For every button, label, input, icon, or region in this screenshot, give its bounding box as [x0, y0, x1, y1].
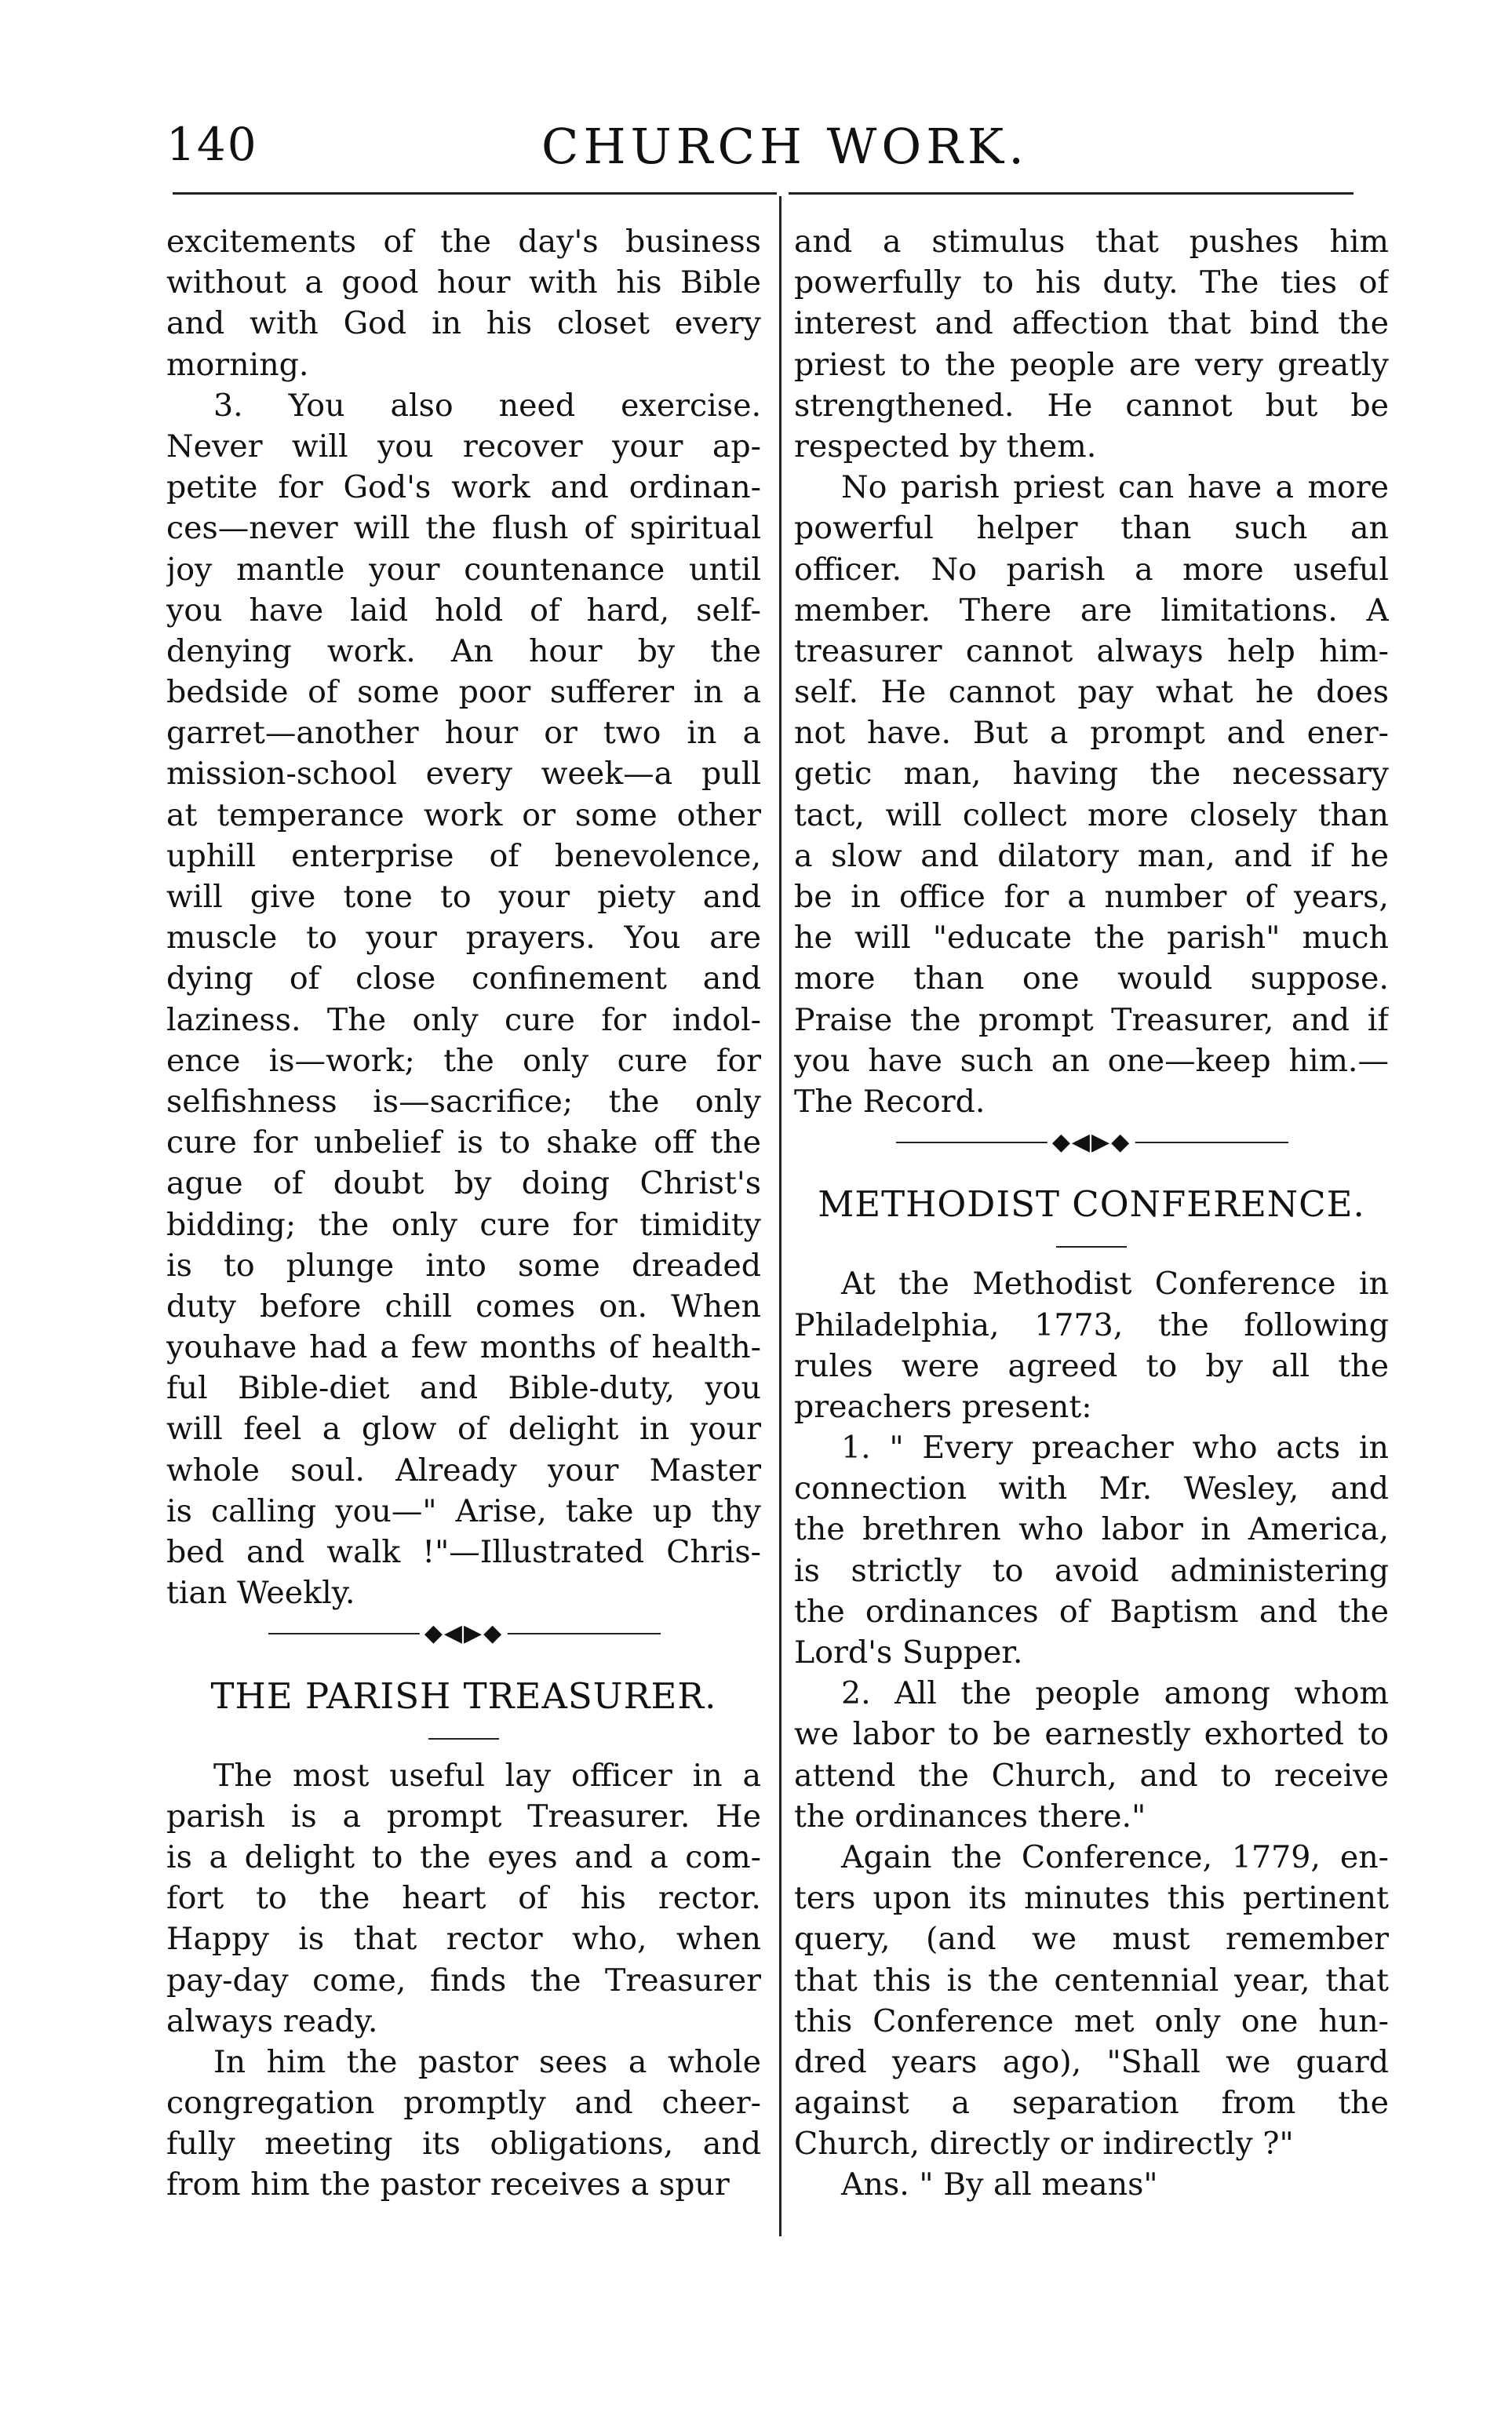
text-line: and a stimulus that pushes him — [794, 224, 1389, 260]
text-line: duty before chill comes on. When — [166, 1288, 761, 1325]
text-line: will give tone to your piety and — [166, 879, 761, 915]
text-line: this Conference met only one hun- — [794, 2002, 1389, 2039]
article-parish-treasurer-continued — [794, 221, 1389, 1122]
text-line: dred years ago), "Shall we guard — [794, 2043, 1389, 2080]
text-line: priest to the people are very greatly — [794, 346, 1389, 383]
text-line: ces—never will the flush of spiritual — [166, 510, 761, 547]
text-line: not have. But a prompt and ener- — [794, 715, 1389, 752]
text-line: you have such an one—keep him.— — [794, 1042, 1389, 1079]
ornament-glyph: ◆◀▶◆ — [420, 1613, 508, 1654]
text-line: Philadelphia, 1773, the following — [794, 1306, 1389, 1343]
text-line: congregation promptly and cheer- — [166, 2085, 761, 2122]
section-ornament — [794, 1122, 1389, 1163]
text-line: always ready. — [166, 2002, 378, 2039]
text-line: Lord's Supper. — [794, 1634, 1023, 1671]
text-line: No parish priest can have a more — [841, 469, 1389, 506]
running-title: CHURCH WORK. — [541, 118, 1029, 175]
text-line: The most useful lay officer in a — [213, 1757, 761, 1794]
text-line: mission-school every week—a pull — [166, 756, 761, 793]
text-line: you have laid hold of hard, self- — [166, 592, 761, 629]
text-line: self. He cannot pay what he does — [794, 674, 1389, 711]
text-line: pay-day come, finds the Treasurer — [166, 1962, 761, 1999]
text-line: treasurer cannot always help him- — [794, 632, 1389, 669]
text-line: interest and affection that bind the — [794, 305, 1389, 342]
text-line: getic man, having the necessary — [794, 756, 1389, 793]
text-line: preachers present: — [794, 1388, 1092, 1425]
text-line: ague of doubt by doing Christ's — [166, 1165, 761, 1202]
text-line: strengthened. He cannot but be — [794, 387, 1389, 424]
text-line: and with God in his closet every — [166, 305, 761, 342]
text-line: will feel a glow of delight in your — [166, 1411, 761, 1448]
ornament-glyph: ◆◀▶◆ — [1047, 1122, 1135, 1163]
text-line: petite for God's work and ordinan- — [166, 469, 761, 506]
heading-methodist-conference: METHODIST CONFERENCE. — [818, 1183, 1365, 1226]
text-line: connection with Mr. Wesley, and — [794, 1470, 1389, 1507]
text-line: ful Bible-diet and Bible-duty, you — [166, 1370, 761, 1407]
column-divider — [779, 196, 782, 2236]
text-line: member. There are limitations. A — [794, 592, 1389, 629]
text-line: we labor to be earnestly exhorted to — [794, 1716, 1389, 1753]
text-line: 2. All the people among whom — [841, 1675, 1389, 1712]
article-parish-treasurer — [166, 1755, 761, 2206]
text-line: he will "educate the parish" much — [794, 920, 1389, 957]
text-line: tact, will collect more closely than — [794, 796, 1389, 833]
text-line: garret—another hour or two in a — [166, 715, 761, 752]
text-line: parish is a prompt Treasurer. He — [166, 1798, 761, 1835]
text-line: without a good hour with his Bible — [166, 264, 761, 301]
text-line: selfishness is—sacrifice; the only — [166, 1083, 761, 1120]
text-line: fully meeting its obligations, and — [166, 2126, 761, 2163]
text-line: At the Methodist Conference in — [841, 1266, 1389, 1303]
text-line: against a separation from the — [794, 2085, 1389, 2122]
text-line: Never will you recover your ap- — [166, 428, 761, 465]
text-line: is calling you—" Arise, take up thy — [166, 1492, 761, 1529]
text-line: denying work. An hour by the — [166, 632, 761, 669]
heading-underline — [794, 1232, 1389, 1263]
text-line: the ordinances there." — [794, 1798, 1146, 1835]
text-line: In him the pastor sees a whole — [213, 2043, 761, 2080]
text-line: whole soul. Already your Master — [166, 1452, 761, 1489]
text-line: rules were agreed to by all the — [794, 1347, 1389, 1384]
section-ornament — [166, 1613, 761, 1654]
text-line: excitements of the day's business — [166, 224, 761, 260]
text-line: morning. — [166, 346, 309, 383]
text-line: attend the Church, and to receive — [794, 1757, 1389, 1794]
text-line: tian Weekly. — [166, 1575, 355, 1612]
text-line: more than one would suppose. — [794, 960, 1389, 997]
text-line: laziness. The only cure for indol- — [166, 1001, 761, 1038]
text-line: be in office for a number of years, — [794, 879, 1389, 915]
text-line: the ordinances of Baptism and the — [794, 1593, 1389, 1630]
header-rule-left — [173, 192, 777, 195]
text-line: The Record. — [794, 1083, 986, 1120]
page-header — [0, 118, 1512, 188]
text-line: youhave had a few months of health- — [166, 1329, 761, 1366]
text-line: is to plunge into some dreaded — [166, 1247, 761, 1284]
text-line: respected by them. — [794, 428, 1097, 465]
text-line: at temperance work or some other — [166, 796, 761, 833]
left-column — [166, 221, 761, 2206]
text-line: bedside of some poor sufferer in a — [166, 674, 761, 711]
text-line: joy mantle your countenance until — [166, 551, 761, 588]
text-line: from him the pastor receives a spur — [166, 2166, 730, 2203]
text-line: Ans. " By all means" — [841, 2166, 1158, 2203]
text-line: Church, directly or indirectly ?" — [794, 2126, 1294, 2163]
text-line: bed and walk !"—Illustrated Chris- — [166, 1534, 761, 1570]
heading-underline — [166, 1724, 761, 1755]
text-line: 1. " Every preacher who acts in — [841, 1430, 1389, 1467]
text-line: cure for unbelief is to shake off the — [166, 1124, 761, 1161]
text-line: is strictly to avoid administering — [794, 1552, 1389, 1589]
text-line: the brethren who labor in America, — [794, 1511, 1389, 1548]
text-line: is a delight to the eyes and a com- — [166, 1838, 761, 1875]
text-line: 3. You also need exercise. — [213, 387, 761, 424]
text-line: powerfully to his duty. The ties of — [794, 264, 1389, 301]
header-rule-right — [789, 192, 1354, 195]
right-column — [794, 221, 1389, 2206]
text-line: fort to the heart of his rector. — [166, 1880, 761, 1917]
text-line: ters upon its minutes this pertinent — [794, 1880, 1389, 1917]
text-line: Again the Conference, 1779, en- — [841, 1838, 1389, 1875]
text-line: Happy is that rector who, when — [166, 1921, 761, 1958]
text-line: officer. No parish a more useful — [794, 551, 1389, 588]
page-number: 140 — [166, 118, 258, 171]
text-line: muscle to your prayers. You are — [166, 920, 761, 957]
article-methodist-conference — [794, 1263, 1389, 2205]
text-line: ence is—work; the only cure for — [166, 1042, 761, 1079]
text-line: uphill enterprise of benevolence, — [166, 837, 761, 874]
text-line: that this is the centennial year, that — [794, 1962, 1389, 1999]
heading-parish-treasurer: THE PARISH TREASURER. — [210, 1674, 717, 1717]
text-line: powerful helper than such an — [794, 510, 1389, 547]
text-line: a slow and dilatory man, and if he — [794, 837, 1389, 874]
text-line: query, (and we must remember — [794, 1921, 1389, 1958]
text-line: dying of close confinement and — [166, 960, 761, 997]
text-line: bidding; the only cure for timidity — [166, 1206, 761, 1243]
article-continuation — [166, 221, 761, 1613]
text-line: Praise the prompt Treasurer, and if — [794, 1001, 1389, 1038]
